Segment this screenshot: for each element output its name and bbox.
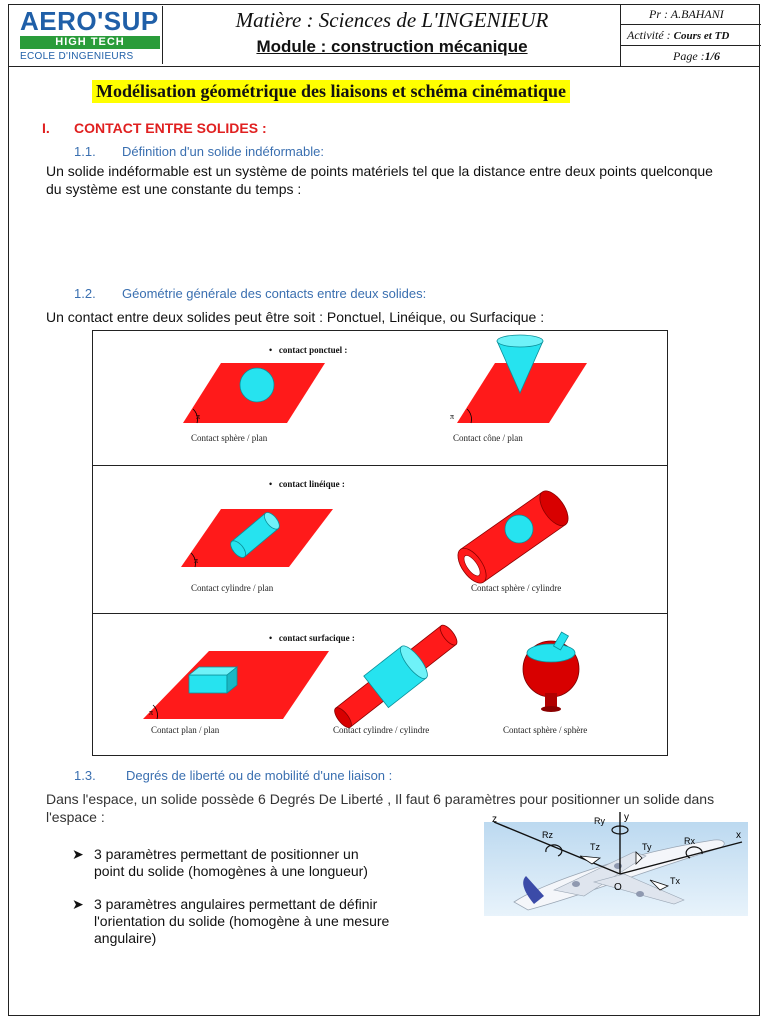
sphere-sphere-illustration — [523, 632, 579, 712]
caption-plane-plane: Contact plan / plan — [151, 725, 220, 735]
ty-label: Ty — [642, 842, 652, 852]
aircraft-dof-illustration — [484, 812, 748, 916]
caption-cone-plane: Contact cône / plan — [453, 433, 523, 443]
subsection-1-3-label: Degrés de liberté ou de mobilité d'une liaison : — [126, 768, 393, 783]
caption-sphere-sphere: Contact sphère / sphère — [503, 725, 588, 735]
pi-symbol: π — [194, 556, 199, 565]
heading-surfacique-text: contact surfacique : — [278, 633, 355, 643]
sphere-shape — [240, 368, 274, 402]
origin-label: O — [614, 882, 622, 893]
section-1-heading — [42, 120, 267, 136]
pi-symbol: π — [450, 412, 455, 421]
subject-title: Matière : Sciences de L'INGENIEUR — [235, 8, 549, 32]
activity-value: Cours et TD — [673, 30, 730, 42]
subsection-1-2-label: Géométrie générale des contacts entre deux solides: — [122, 286, 427, 301]
sphere-plane-illustration — [183, 363, 325, 423]
page-row — [621, 46, 761, 66]
subsection-1-2-text: Un contact entre deux solides peut être soit : Ponctuel, Linéique, ou Surfacique : — [46, 309, 545, 325]
prof-text: Pr : A.BAHANI — [649, 7, 724, 21]
y-axis-label: y — [624, 812, 629, 823]
sphere-cylinder-illustration — [452, 486, 573, 588]
section-1-label: CONTACT ENTRE SOLIDES : — [74, 120, 267, 136]
tx-label: Tx — [670, 876, 680, 886]
rz-label: Rz — [542, 830, 553, 840]
prof-row — [621, 4, 761, 25]
subsection-1-3-text: Dans l'espace, un solide possède 6 Degrés De Liberté , Il faut 6 paramètres pour positionner un solide dans l'espace : — [46, 791, 715, 825]
header — [8, 4, 760, 67]
tz-label: Tz — [590, 842, 600, 852]
cylinder-plane-illustration — [181, 509, 333, 567]
contact-illustrations — [93, 331, 667, 755]
rx-label: Rx — [684, 836, 695, 846]
header-center — [164, 4, 620, 66]
school-logo — [12, 6, 163, 64]
subsection-1-2-num: 1.2. — [74, 286, 96, 301]
heading-surfacique: • contact surfacique : — [269, 633, 355, 643]
logo-school-text: ECOLE D'INGENIEURS — [20, 51, 134, 62]
subsection-1-2-heading — [74, 286, 426, 301]
heading-lineique: • contact linéique : — [269, 479, 345, 489]
heading-ponctuel: • contact ponctuel : — [269, 345, 348, 355]
logo-main-text: AERO'SUP — [20, 6, 159, 36]
pi-symbol: π — [149, 708, 154, 717]
cylinder-cylinder-illustration — [327, 616, 465, 736]
bullet-item — [72, 846, 392, 880]
page-label: Page : — [673, 49, 705, 63]
sphere-shape — [505, 515, 533, 543]
activity-label: Activité : — [627, 28, 671, 42]
cone-plane-illustration — [450, 335, 587, 423]
subsection-1-1-num: 1.1. — [74, 144, 96, 159]
plane-plane-illustration — [143, 651, 329, 719]
caption-sphere-cylinder: Contact sphère / cylindre — [471, 583, 562, 593]
subsection-1-1-text: Un solide indéformable est un système de points matériels tel que la distance entre deux points quelconque du système est une constante du temps : — [46, 163, 713, 197]
subsection-1-1-label: Définition d'un solide indéformable: — [122, 144, 324, 159]
caption-sphere-plane: Contact sphère / plan — [191, 433, 268, 443]
ry-label: Ry — [594, 816, 605, 826]
header-info — [620, 4, 761, 66]
document-title: Modélisation géométrique des liaisons et schéma cinématique — [92, 80, 570, 103]
module-title: Module : construction mécanique — [256, 37, 528, 56]
x-axis-label: x — [736, 830, 741, 841]
pi-symbol: π — [196, 412, 201, 421]
arrow-bullet-icon: ➤ — [72, 896, 84, 912]
z-axis-label: z — [492, 814, 497, 825]
caption-cylinder-plane: Contact cylindre / plan — [191, 583, 274, 593]
section-1-num: I. — [42, 120, 50, 136]
arrow-bullet-icon: ➤ — [72, 846, 84, 862]
activity-row — [621, 25, 761, 46]
bullet-item — [72, 896, 392, 947]
subsection-1-1-heading — [74, 144, 324, 159]
subsection-1-3-heading — [74, 768, 392, 783]
bullet-text: 3 paramètres permettant de positionner un point du solide (homogènes à une longueur) — [94, 846, 368, 879]
contact-types-figure — [92, 330, 668, 756]
subsection-1-3-num: 1.3. — [74, 768, 96, 783]
page-value: 1/6 — [704, 49, 720, 63]
heading-lineique-text: contact linéique : — [278, 479, 345, 489]
caption-cylinder-cylinder: Contact cylindre / cylindre — [333, 725, 430, 735]
bullet-text: 3 paramètres angulaires permettant de définir l'orientation du solide (homogène à une mesure angulaire) — [94, 896, 390, 946]
heading-ponctuel-text: contact ponctuel : — [278, 345, 348, 355]
logo-sub-text: HIGH TECH — [20, 36, 160, 49]
